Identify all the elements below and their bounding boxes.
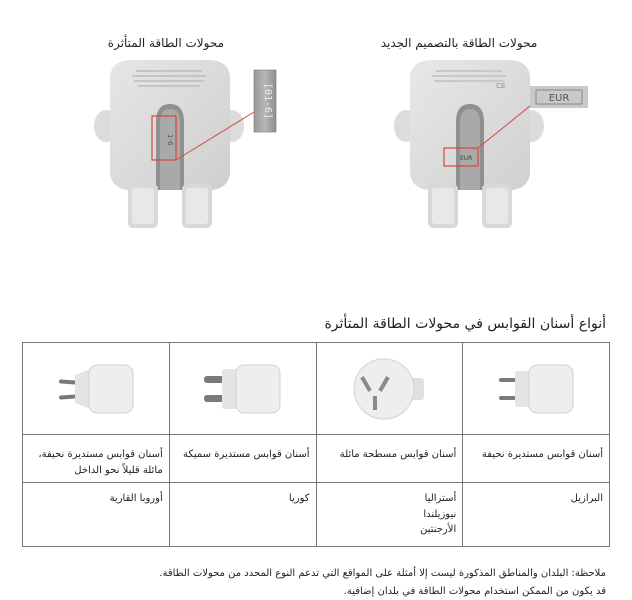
new-design-caption: محولات الطاقة بالتصميم الجديد (380, 36, 538, 50)
thin-inward-pins-plug-icon (51, 359, 141, 419)
plug-images-row (23, 343, 610, 435)
country-name: نيوزيلندا (423, 508, 457, 520)
affected-caption: محولات الطاقة المتأثرة (107, 36, 224, 50)
thin-round-pins-plug-icon (491, 359, 581, 419)
plug-type-label: أسنان قوابس مسطحة مائلة (316, 435, 463, 483)
plug-type-label: أسنان قوابس مستديرة نحيفة، مائلة قليلاً نحو الداخل (23, 435, 170, 483)
plug-image-cell (23, 343, 170, 435)
country-name: البرازيل (570, 493, 603, 504)
new-design-adapter-photo (388, 56, 588, 236)
plug-image-cell (463, 343, 610, 435)
country-name: أستراليا (424, 493, 457, 504)
country-name: الأرجنتين (420, 524, 457, 535)
country-cell (23, 483, 170, 547)
affected-mark-label: [01-6] (262, 82, 273, 120)
plug-image-cell (169, 343, 316, 435)
country-name: كوريا (288, 493, 310, 504)
country-cell (316, 483, 463, 547)
plug-type-row (23, 435, 610, 483)
svg-text:EUR: EUR (460, 155, 473, 162)
affected-adapter-photo (88, 56, 288, 236)
country-cell (169, 483, 316, 547)
plug-types-table (22, 342, 610, 547)
notes (159, 565, 606, 600)
flat-angled-pins-plug-icon (344, 354, 434, 424)
country-cell (463, 483, 610, 547)
country-row (23, 483, 610, 547)
note-line: ملاحظة: البلدان والمناطق المذكورة ليست إلا أمثلة على المواقع التي تدعم النوع المحدد من محولات الطاقة. (159, 568, 606, 579)
svg-text:1-6: 1-6 (166, 134, 174, 146)
thick-round-pins-plug-icon (198, 359, 288, 419)
svg-text:CE: CE (496, 82, 506, 90)
country-name: أوروبا القارية (109, 493, 163, 504)
plug-type-label: أسنان قوابس مستديرة نحيفة (463, 435, 610, 483)
plug-image-cell (316, 343, 463, 435)
section-title: أنواع أسنان القوابس في محولات الطاقة المتأثرة (324, 316, 606, 332)
note-line: قد يكون من الممكن استخدام محولات الطاقة في بلدان إضافية. (343, 585, 606, 597)
new-mark-label: EUR (548, 93, 570, 104)
plug-type-label: أسنان قوابس مستديرة سميكة (169, 435, 316, 483)
